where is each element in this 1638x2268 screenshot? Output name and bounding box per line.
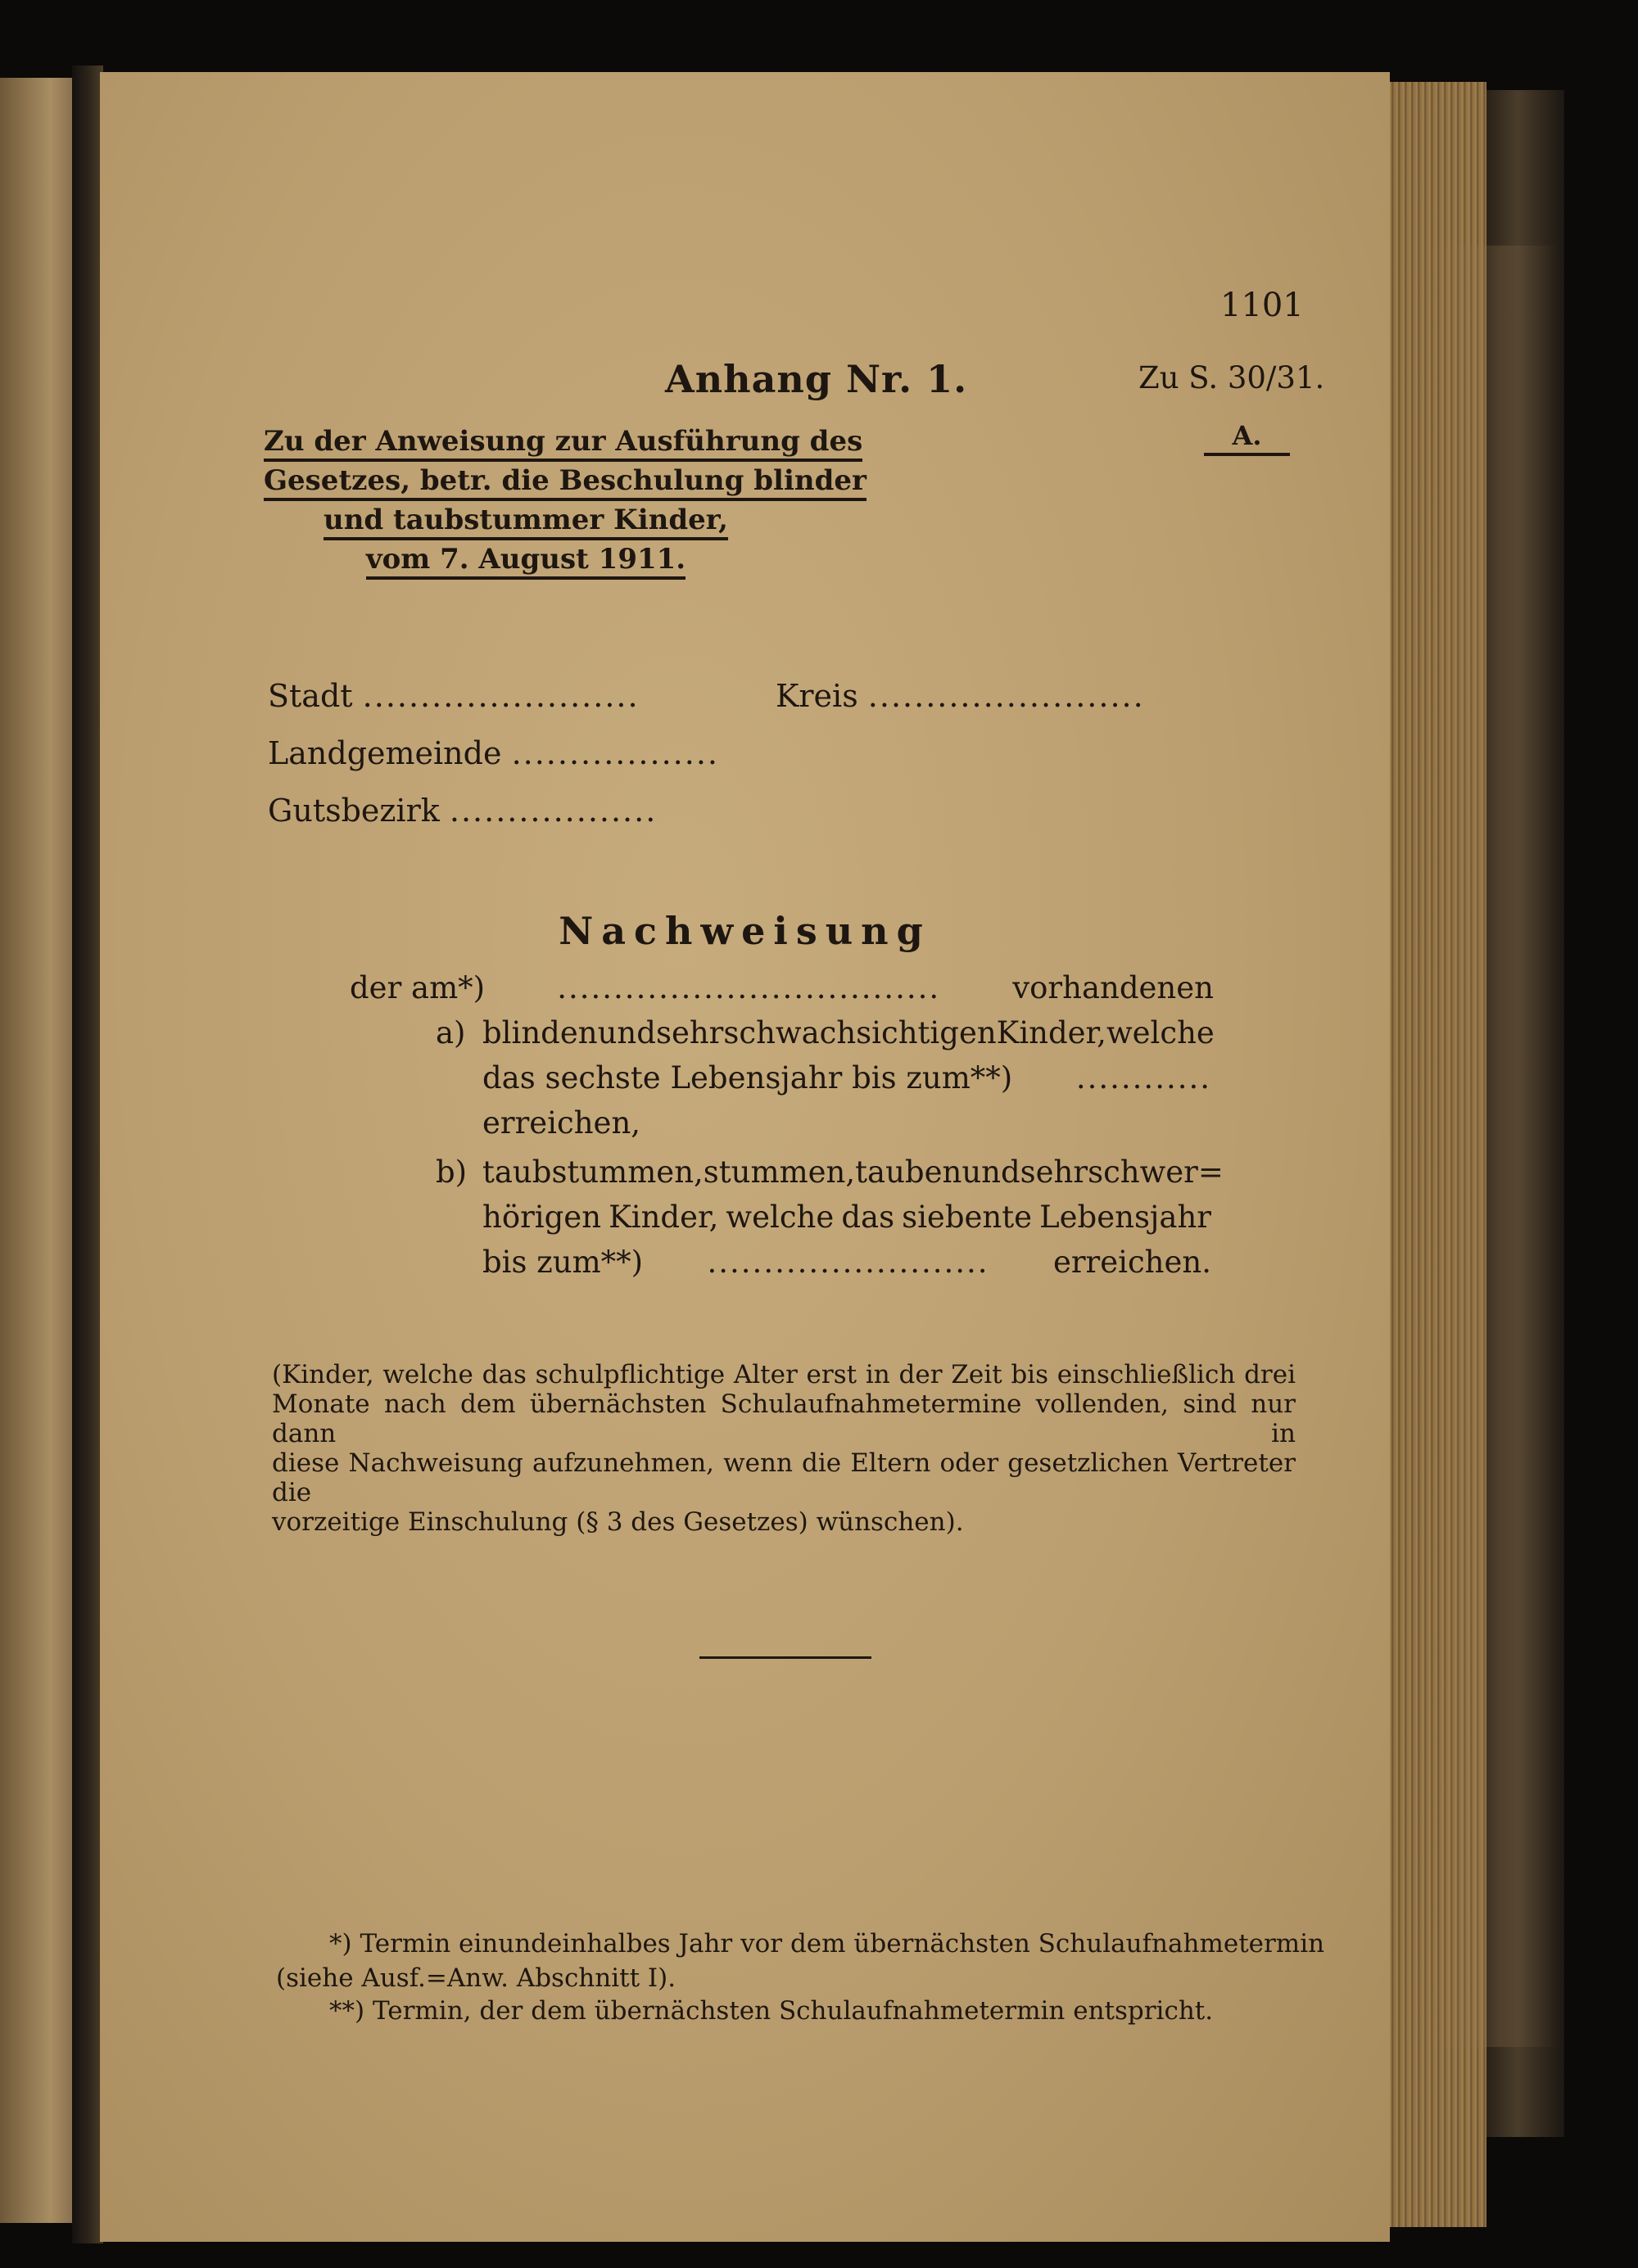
item-b-label: b) xyxy=(436,1154,468,1190)
item-a-line-3: erreichen, xyxy=(482,1105,641,1141)
intro-line xyxy=(350,970,1214,1005)
heading-line: und taubstummer Kinder, xyxy=(264,500,788,540)
intro-end: vorhandenen xyxy=(1012,970,1214,1005)
stadt-field xyxy=(268,678,640,714)
page-edge-wear xyxy=(1437,246,1560,2047)
item-b-line-2: hörigen Kinder, welche das siebente Lebensjahr xyxy=(482,1200,1211,1235)
item-a-line-1: blinden und sehr schwachsichtigen Kinder, welche xyxy=(482,1015,1215,1050)
parenthetical-note xyxy=(272,1360,1296,1537)
item-a-line-2: das sechste Lebensjahr bis zum**) ............ xyxy=(482,1060,1211,1096)
note-line: Monate nach dem übernächsten Schulaufnahmetermine vollenden, sind nur dann in xyxy=(272,1389,1296,1448)
item-b-line-3: bis zum**) ......................... erreichen. xyxy=(482,1245,1211,1280)
gutsbezirk-blank: .................. xyxy=(449,793,658,829)
heading-line: Gesetzes, betr. die Beschulung blinder xyxy=(264,461,788,500)
gutsbezirk-field xyxy=(268,793,657,829)
footnote-2: **) Termin, der dem übernächsten Schulaufnahmetermin entspricht. xyxy=(329,1996,1214,2026)
decree-heading xyxy=(264,422,867,579)
kreis-field xyxy=(776,678,1145,714)
gutsbezirk-label: Gutsbezirk xyxy=(268,793,440,829)
document-page xyxy=(100,72,1390,2242)
item-a-label: a) xyxy=(436,1015,466,1050)
page-reference: Zu S. 30/31. xyxy=(1138,360,1325,395)
footnote-1-continuation: (siehe Ausf.=Anw. Abschnitt I). xyxy=(276,1963,676,1993)
appendix-title: Anhang Nr. 1. xyxy=(665,357,968,401)
heading-line: Zu der Anweisung zur Ausführung des xyxy=(264,422,788,461)
reference-letter: A. xyxy=(1204,420,1290,456)
landgemeinde-label: Landgemeinde xyxy=(268,735,502,771)
page-number: 1101 xyxy=(1220,287,1304,324)
note-line: diese Nachweisung aufzunehmen, wenn die Eltern oder gesetzlichen Vertreter die xyxy=(272,1448,1296,1507)
stadt-blank: ........................ xyxy=(362,678,640,714)
landgemeinde-field xyxy=(268,735,719,771)
heading-line: vom 7. August 1911. xyxy=(264,540,788,579)
intro-blank: .................................. xyxy=(557,970,941,1005)
kreis-label: Kreis xyxy=(776,678,858,714)
left-facing-page xyxy=(0,78,72,2223)
main-title: Nachweisung xyxy=(559,909,931,953)
intro-start: der am*) xyxy=(350,970,486,1005)
landgemeinde-blank: .................. xyxy=(511,735,719,771)
note-line: vorzeitige Einschulung (§ 3 des Gesetzes) wünschen). xyxy=(272,1507,964,1537)
footnote-1: *) Termin einundeinhalbes Jahr vor dem übernächsten Schulaufnahmetermin xyxy=(329,1929,1325,1959)
item-b-line-1: taubstummen, stummen, tauben und sehr schwer= xyxy=(482,1154,1224,1190)
kreis-blank: ........................ xyxy=(867,678,1145,714)
note-line: (Kinder, welche das schulpflichtige Alter erst in der Zeit bis einschließlich drei xyxy=(272,1360,1296,1389)
stadt-label: Stadt xyxy=(268,678,353,714)
section-divider xyxy=(699,1656,871,1659)
book-gutter xyxy=(72,66,103,2243)
